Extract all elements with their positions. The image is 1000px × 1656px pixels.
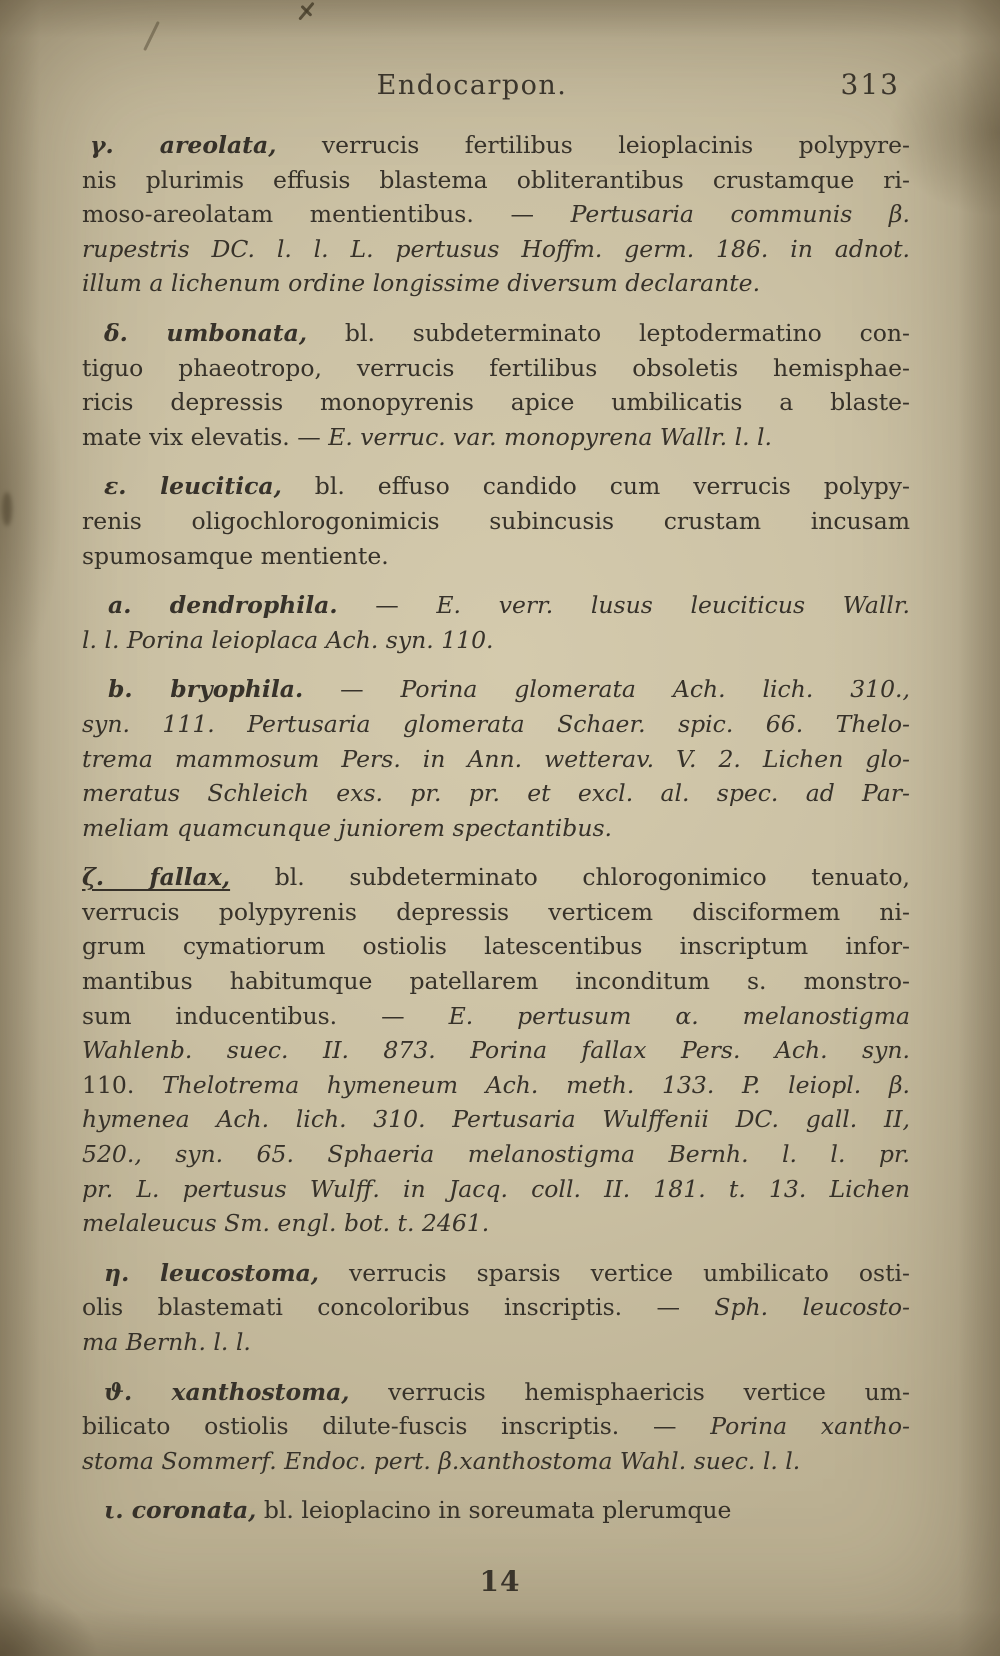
page-number: 313 <box>840 68 900 101</box>
text-run: Porina xantho- <box>710 1412 910 1441</box>
text-line <box>82 504 910 539</box>
text-line <box>82 420 910 455</box>
text-line <box>82 232 910 267</box>
paragraph-epsilon-leucitica <box>82 469 910 573</box>
text-line <box>82 1493 910 1528</box>
text-run: mantibus habitumque patellarem inconditum s. monstro- <box>82 967 910 996</box>
text-line <box>82 197 910 232</box>
text-line <box>82 539 910 574</box>
text-run: verrucis sparsis vertice umbilicato osti- <box>319 1258 910 1287</box>
text-line <box>82 1137 910 1172</box>
text-run: trema mammosum Pers. in Ann. wetterav. V. 2. Lichen glo- <box>82 744 910 773</box>
page-footer <box>0 1565 1000 1598</box>
text-run: stoma Sommerf. Endoc. pert. β.xanthostoma Wahl. suec. l. l. <box>82 1446 801 1475</box>
text-run: pr. L. pertusus Wulff. in Jacq. coll. II. 181. t. 13. Lichen <box>82 1174 910 1203</box>
text-run: Sph. leucosto- <box>714 1293 910 1322</box>
text-run: hymenea Ach. lich. 310. Pertusaria Wulffenii DC. gall. II, <box>82 1105 910 1134</box>
paragraph-gamma-areolata <box>82 128 910 301</box>
text-run: E. verr. lusus leuciticus Wallr. <box>436 591 910 620</box>
paragraph-theta-xanthostoma <box>82 1375 910 1479</box>
text-run: Wahlenb. suec. II. 873. Porina fallax Pers. Ach. syn. <box>82 1036 910 1065</box>
text-line <box>82 672 910 707</box>
text-run: rupestris DC. l. l. L. pertusus Hoffm. germ. 186. in adnot. <box>82 234 910 263</box>
text-run: bl. leioplacino in soreumata plerumque <box>256 1496 732 1525</box>
text-line <box>82 964 910 999</box>
text-run: Porina glomerata Ach. lich. 310., <box>400 675 911 704</box>
text-run: bl. effuso candido cum verrucis polypy- <box>281 472 910 501</box>
text-run: syn. 111. Pertusaria glomerata Schaer. spic. 66. Thelo- <box>82 709 910 738</box>
text-run: verrucis hemisphaericis vertice um- <box>349 1377 910 1406</box>
text-line <box>82 1444 910 1479</box>
paragraph-eta-leucostoma <box>82 1256 910 1360</box>
text-line <box>82 1325 910 1360</box>
page-body <box>82 128 910 1543</box>
text-run: spumosamque mentiente. <box>82 541 389 570</box>
text-run: olis blastemati concoloribus inscriptis. — <box>82 1293 715 1322</box>
text-line <box>82 1172 910 1207</box>
pen-x-mark <box>296 2 316 20</box>
page-header <box>0 70 1000 112</box>
text-run: bilicato ostiolis dilute-fuscis inscriptis. — <box>82 1412 711 1441</box>
text-line <box>82 351 910 386</box>
text-run: E. verruc. var. monopyrena Wallr. l. l. <box>328 422 773 451</box>
text-run: mate vix elevatis. — <box>82 422 329 451</box>
text-run: δ. umbonata, <box>104 318 308 347</box>
text-run: melaleucus Sm. engl. bot. t. 2461. <box>82 1209 490 1238</box>
text-run: nis plurimis effusis blastema obliterantibus crustamque ri- <box>82 165 910 194</box>
text-line <box>82 163 910 198</box>
text-run: 520., syn. 65. Sphaeria melanostigma Bernh. l. l. pr. <box>82 1140 910 1169</box>
text-line <box>82 588 910 623</box>
text-run: illum a lichenum ordine longissime diversum declarante. <box>82 269 761 298</box>
text-line <box>82 128 910 163</box>
text-line <box>82 1256 910 1291</box>
text-run: bl. subdeterminato leptodermatino con- <box>307 318 910 347</box>
text-run: ε. leucitica, <box>104 472 282 501</box>
text-run: l. l. Porina leioplaca Ach. syn. 110. <box>82 625 494 654</box>
text-line <box>82 860 910 895</box>
edge-smudge <box>2 492 12 526</box>
text-line <box>82 266 910 301</box>
text-line <box>82 469 910 504</box>
text-line <box>82 1290 910 1325</box>
text-run: — <box>337 591 437 620</box>
text-line <box>82 811 910 846</box>
text-line <box>82 707 910 742</box>
paragraph-zeta-fallax <box>82 860 910 1241</box>
text-line <box>82 742 910 777</box>
text-run: — <box>303 675 401 704</box>
text-run: 110. <box>82 1070 162 1099</box>
text-line <box>82 999 910 1034</box>
text-line <box>82 385 910 420</box>
text-run: a. dendrophila. <box>108 591 338 620</box>
text-run: bl. subdeterminato chlorogonimico tenuato, <box>230 863 910 892</box>
text-run: ι. coronata, <box>104 1496 257 1525</box>
text-run: meliam quamcunque juniorem spectantibus. <box>82 813 612 842</box>
text-line <box>82 623 910 658</box>
text-run: verrucis fertilibus leioplacinis polypyre- <box>276 131 911 159</box>
text-line <box>82 929 910 964</box>
paragraph-delta-umbonata <box>82 316 910 454</box>
text-line <box>82 316 910 351</box>
paragraph-a-dendrophila <box>82 588 910 657</box>
paragraph-iota-coronata <box>82 1493 910 1528</box>
text-line <box>82 776 910 811</box>
text-run: ϑ. xanthostoma, <box>104 1377 350 1406</box>
text-run: moso-areolatam mentientibus. — <box>82 200 571 229</box>
text-run: renis oligochlorogonimicis subincusis crustam incusam <box>82 506 910 535</box>
text-line <box>82 1375 910 1410</box>
text-run: sum inducentibus. — <box>82 1001 449 1030</box>
text-run: grum cymatiorum ostiolis latescentibus inscriptum infor- <box>82 932 910 961</box>
text-run: ricis depressis monopyrenis apice umbilicatis a blaste- <box>82 388 910 417</box>
text-line <box>82 895 910 930</box>
text-line <box>82 1033 910 1068</box>
text-run: meratus Schleich exs. pr. pr. et excl. al. spec. ad Par- <box>82 779 910 808</box>
paragraph-b-bryophila <box>82 672 910 845</box>
text-line <box>82 1409 910 1444</box>
text-run: b. bryophila. <box>108 675 304 704</box>
text-run: η. leucostoma, <box>104 1258 319 1287</box>
text-run: ma Bernh. l. l. <box>82 1328 251 1356</box>
text-run: Thelotrema hymeneum Ach. meth. 133. P. leiopl. β. <box>162 1070 910 1099</box>
text-run: ζ. fallax, <box>82 863 231 892</box>
text-line <box>82 1206 910 1241</box>
signature-mark: 14 <box>479 1565 521 1598</box>
text-line <box>82 1102 910 1137</box>
running-title: Endocarpon. <box>376 70 568 101</box>
text-run: E. pertusum α. melanostigma <box>448 1001 910 1030</box>
text-run: Pertusaria communis β. <box>570 200 910 229</box>
text-run: γ. areolata, <box>90 131 277 159</box>
text-line <box>82 1068 910 1103</box>
text-run: tiguo phaeotropo, verrucis fertilibus obsoletis hemisphae- <box>82 353 910 382</box>
pen-slash-mark <box>143 21 160 51</box>
text-run: verrucis polypyrenis depressis verticem disciformem ni- <box>82 897 910 926</box>
